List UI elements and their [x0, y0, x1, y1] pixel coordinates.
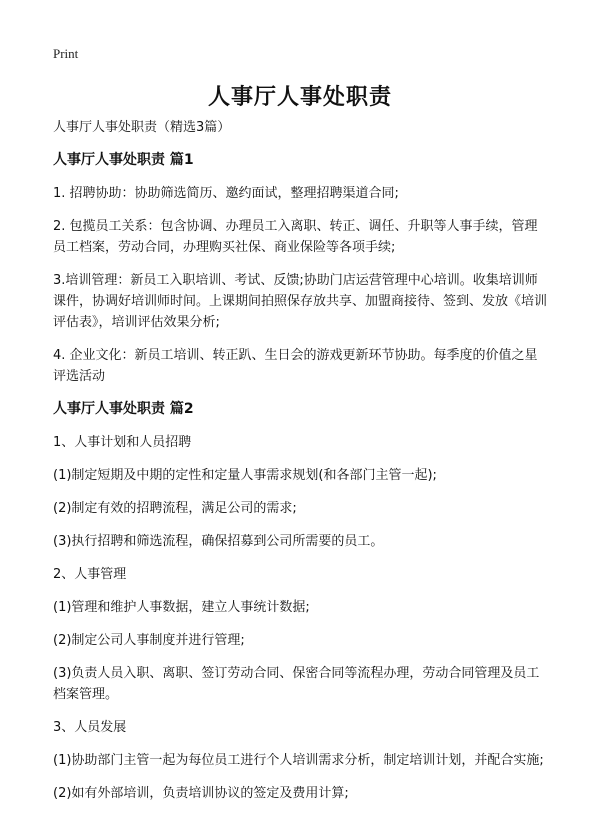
paragraph: (2)制定公司人事制度并进行管理; [53, 633, 245, 648]
paragraph: 3、人员发展 [53, 720, 127, 735]
document-subtitle: 人事厅人事处职责（精选3篇） [53, 120, 231, 135]
section-heading: 人事厅人事处职责 篇1 [53, 152, 194, 168]
document-content [53, 117, 548, 816]
paragraph: (2)制定有效的招聘流程，满足公司的需求; [53, 501, 297, 516]
section-1 [53, 150, 548, 387]
paragraph: 1. 招聘协助：协助筛选简历、邀约面试，整理招聘渠道合同; [53, 186, 399, 201]
paragraph: (2)如有外部培训，负责培训协议的签定及费用计算; [53, 786, 349, 801]
paragraph: 4. 企业文化：新员工培训、转正趴、生日会的游戏更新环节协助。每季度的价值之星评选活动 [53, 348, 538, 384]
section-heading: 人事厅人事处职责 篇2 [53, 401, 194, 417]
paragraph: (1)管理和维护人事数据，建立人事统计数据; [53, 600, 310, 615]
paragraph: (3)执行招聘和筛选流程，确保招募到公司所需要的员工。 [53, 534, 384, 549]
paragraph: 2、人事管理 [53, 567, 127, 582]
paragraph: (1)制定短期及中期的定性和定量人事需求规划(和各部门主管一起); [53, 468, 437, 483]
paragraph: 2. 包揽员工关系：包含协调、办理员工入离职、转正、调任、升职等人事手续，管理员工档案，劳动合同，办理购买社保、商业保险等各项手续; [53, 219, 538, 255]
paragraph: 3.培训管理：新员工入职培训、考试、反馈;协助门店运营管理中心培训。收集培训师课件，协调好培训师时间。上课期间拍照保存放共享、加盟商接待、签到、发放《培训评估表》，培训评估效果分析; [53, 273, 548, 330]
paragraph: (3)负责人员入职、离职、签订劳动合同、保密合同等流程办理，劳动合同管理及员工档案管理。 [53, 666, 540, 702]
paragraph: (1)协助部门主管一起为每位员工进行个人培训需求分析，制定培训计划，并配合实施; [53, 753, 544, 768]
print-link[interactable]: Print [53, 46, 79, 61]
section-2 [53, 399, 548, 804]
document-title: 人事厅人事处职责 [207, 85, 392, 110]
paragraph: 1、人事计划和人员招聘 [53, 435, 192, 450]
